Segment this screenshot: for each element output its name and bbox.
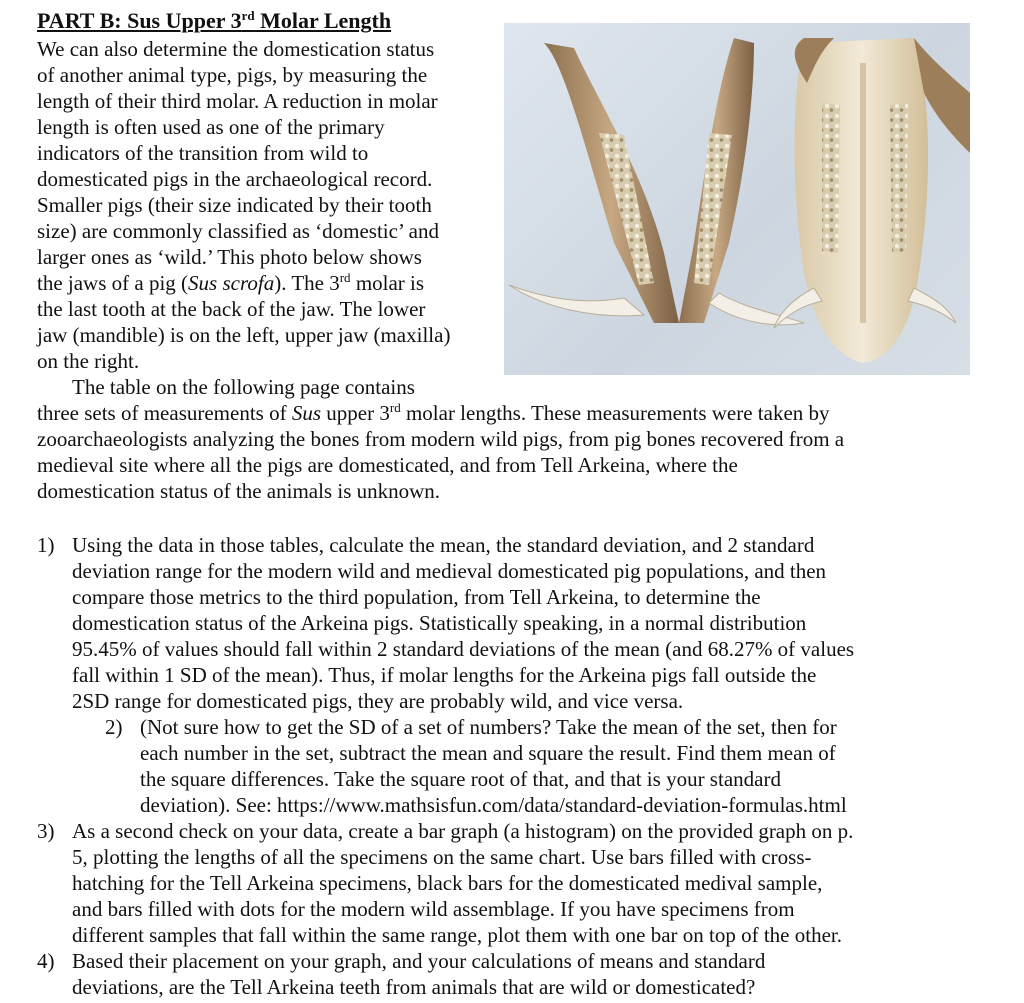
list-item-line: 5, plotting the lengths of all the specimens on the same chart. Use bars filled with cross- <box>72 845 812 869</box>
list-item-line: and bars filled with dots for the modern wild assemblage. If you have specimens from <box>72 897 795 921</box>
intro-line: larger ones as ‘wild.’ This photo below shows <box>37 245 422 269</box>
list-item-line: fall within 1 SD of the mean). Thus, if molar lengths for the Arkeina pigs fall outside the <box>72 663 817 687</box>
list-item-line: deviation range for the modern wild and medieval domesticated pig populations, and then <box>72 559 827 583</box>
list-item-line: Using the data in those tables, calculate the mean, the standard deviation, and 2 standard <box>72 533 815 557</box>
para2-line: three sets of measurements of Sus upper 3rd molar lengths. These measurements were taken by <box>37 400 830 425</box>
intro-line: length is often used as one of the primary <box>37 115 385 139</box>
intro-line: indicators of the transition from wild to <box>37 141 369 165</box>
intro-line: the jaws of a pig (Sus scrofa). The 3rd molar is <box>37 270 425 295</box>
intro-line: the last tooth at the back of the jaw. The lower <box>37 297 426 321</box>
list-item-line: deviation). See: https://www.mathsisfun.com/data/standard-deviation-formulas.html <box>140 793 847 817</box>
mandible-illustration <box>509 38 804 325</box>
list-item-line: 2SD range for domesticated pigs, they are probably wild, and vice versa. <box>72 689 684 713</box>
list-item-line: deviations, are the Tell Arkeina teeth from animals that are wild or domesticated? <box>72 975 756 999</box>
list-item-line: Based their placement on your graph, and your calculations of means and standard <box>72 949 766 973</box>
list-item-line: hatching for the Tell Arkeina specimens, black bars for the domesticated medival sample, <box>72 871 823 895</box>
intro-line: of another animal type, pigs, by measuring the <box>37 63 428 87</box>
list-number: 1) <box>37 533 55 557</box>
species-name: Sus scrofa <box>188 271 275 295</box>
para2-line: medieval site where all the pigs are domesticated, and from Tell Arkeina, where the <box>37 453 738 477</box>
list-item-line: compare those metrics to the third population, from Tell Arkeina, to determine the <box>72 585 761 609</box>
list-item-line: As a second check on your data, create a bar graph (a histogram) on the provided graph on p. <box>72 819 854 843</box>
para2-line: The table on the following page contains <box>72 375 415 399</box>
intro-line: on the right. <box>37 349 140 373</box>
intro-line: Smaller pigs (their size indicated by their tooth <box>37 193 432 217</box>
para2-line: zooarchaeologists analyzing the bones from modern wild pigs, from pig bones recovered from a <box>37 427 845 451</box>
list-item-line: each number in the set, subtract the mean and square the result. Find them mean of <box>140 741 836 765</box>
list-item-line: (Not sure how to get the SD of a set of numbers? Take the mean of the set, then for <box>140 715 837 739</box>
section-heading: PART B: Sus Upper 3rd Molar Length <box>37 8 392 33</box>
intro-line: length of their third molar. A reduction in molar <box>37 89 438 113</box>
intro-line: size) are commonly classified as ‘domestic’ and <box>37 219 439 243</box>
intro-line: domesticated pigs in the archaeological record. <box>37 167 433 191</box>
intro-line: We can also determine the domestication status <box>37 37 435 61</box>
list-item-line: domestication status of the Arkeina pigs. Statistically speaking, in a normal distribution <box>72 611 807 635</box>
genus-name: Sus <box>291 401 322 425</box>
intro-line: jaw (mandible) is on the left, upper jaw (maxilla) <box>37 323 451 347</box>
para2-line: domestication status of the animals is unknown. <box>37 479 441 503</box>
list-number: 3) <box>37 819 55 843</box>
list-number: 4) <box>37 949 55 973</box>
list-number: 2) <box>105 715 123 739</box>
list-item-line: 95.45% of values should fall within 2 standard deviations of the mean (and 68.27% of values <box>72 637 855 661</box>
list-item-line: different samples that fall within the same range, plot them with one bar on top of the other. <box>72 923 842 947</box>
maxilla-illustration <box>774 38 970 363</box>
pig-jaws-photo <box>504 23 970 375</box>
list-item-line: the square differences. Take the square root of that, and that is your standard <box>140 767 781 791</box>
